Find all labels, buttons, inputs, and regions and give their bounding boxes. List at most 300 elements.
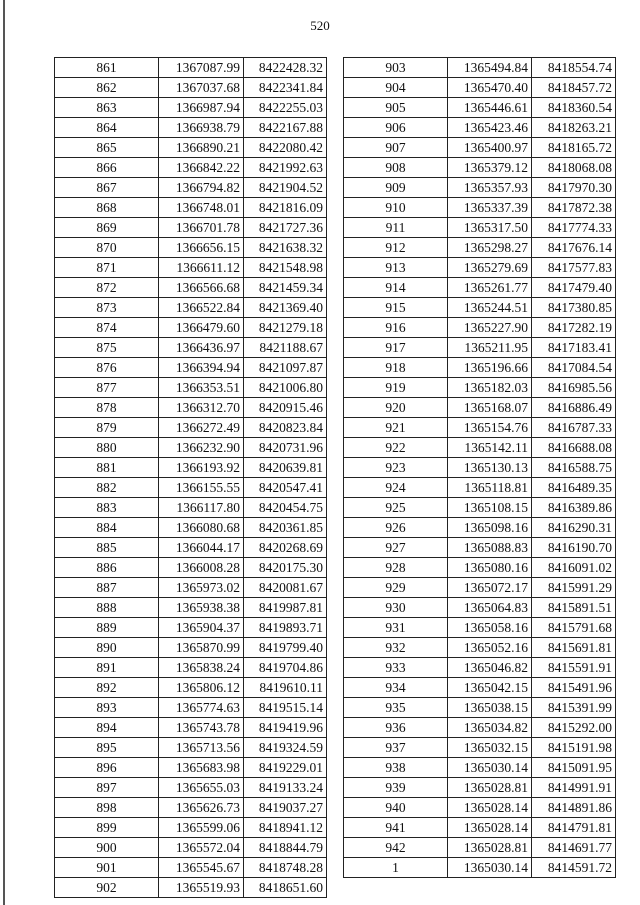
- point-number-cell: 884: [55, 518, 159, 538]
- point-number-cell: 941: [344, 818, 448, 838]
- y-coordinate-cell: 8419133.24: [244, 778, 327, 798]
- x-coordinate-cell: 1365030.14: [448, 858, 532, 878]
- point-number-cell: 896: [55, 758, 159, 778]
- point-number-cell: 908: [344, 158, 448, 178]
- table-row: [344, 818, 616, 838]
- y-coordinate-cell: 8414691.77: [532, 838, 616, 858]
- y-coordinate-cell: 8421097.87: [244, 358, 327, 378]
- table-row: [344, 198, 616, 218]
- table-row: [55, 198, 327, 218]
- point-number-cell: 869: [55, 218, 159, 238]
- y-coordinate-cell: 8419610.11: [244, 678, 327, 698]
- x-coordinate-cell: 1365337.39: [448, 198, 532, 218]
- table-row: [344, 638, 616, 658]
- x-coordinate-cell: 1366312.70: [159, 398, 244, 418]
- y-coordinate-cell: 8420081.67: [244, 578, 327, 598]
- y-coordinate-cell: 8421279.18: [244, 318, 327, 338]
- y-coordinate-cell: 8421548.98: [244, 258, 327, 278]
- x-coordinate-cell: 1365838.24: [159, 658, 244, 678]
- x-coordinate-cell: 1365713.56: [159, 738, 244, 758]
- x-coordinate-cell: 1366080.68: [159, 518, 244, 538]
- point-number-cell: 888: [55, 598, 159, 618]
- table-row: [55, 758, 327, 778]
- y-coordinate-cell: 8418651.60: [244, 878, 327, 898]
- table-row: [344, 358, 616, 378]
- y-coordinate-cell: 8418554.74: [532, 58, 616, 78]
- y-coordinate-cell: 8415591.91: [532, 658, 616, 678]
- page-left-edge-line: [3, 0, 5, 905]
- table-row: [55, 578, 327, 598]
- y-coordinate-cell: 8421459.34: [244, 278, 327, 298]
- x-coordinate-cell: 1365108.15: [448, 498, 532, 518]
- point-number-cell: 880: [55, 438, 159, 458]
- point-number-cell: 900: [55, 838, 159, 858]
- y-coordinate-cell: 8418068.08: [532, 158, 616, 178]
- point-number-cell: 933: [344, 658, 448, 678]
- point-number-cell: 931: [344, 618, 448, 638]
- table-row: [55, 858, 327, 878]
- y-coordinate-cell: 8415191.98: [532, 738, 616, 758]
- table-row: [55, 518, 327, 538]
- point-number-cell: 891: [55, 658, 159, 678]
- table-row: [55, 318, 327, 338]
- x-coordinate-cell: 1365743.78: [159, 718, 244, 738]
- coordinates-table-left-body: [55, 58, 327, 898]
- point-number-cell: 921: [344, 418, 448, 438]
- y-coordinate-cell: 8417479.40: [532, 278, 616, 298]
- y-coordinate-cell: 8422341.84: [244, 78, 327, 98]
- y-coordinate-cell: 8419324.59: [244, 738, 327, 758]
- x-coordinate-cell: 1366155.55: [159, 478, 244, 498]
- coordinates-table-right-body: [344, 58, 616, 878]
- x-coordinate-cell: 1365870.99: [159, 638, 244, 658]
- table-row: [55, 778, 327, 798]
- x-coordinate-cell: 1365400.97: [448, 138, 532, 158]
- x-coordinate-cell: 1365904.37: [159, 618, 244, 638]
- point-number-cell: 939: [344, 778, 448, 798]
- x-coordinate-cell: 1366117.80: [159, 498, 244, 518]
- point-number-cell: 905: [344, 98, 448, 118]
- table-row: [55, 398, 327, 418]
- y-coordinate-cell: 8419799.40: [244, 638, 327, 658]
- y-coordinate-cell: 8416489.35: [532, 478, 616, 498]
- table-row: [55, 638, 327, 658]
- y-coordinate-cell: 8415991.29: [532, 578, 616, 598]
- table-row: [55, 678, 327, 698]
- table-row: [344, 658, 616, 678]
- point-number-cell: 898: [55, 798, 159, 818]
- y-coordinate-cell: 8417970.30: [532, 178, 616, 198]
- x-coordinate-cell: 1366938.79: [159, 118, 244, 138]
- point-number-cell: 907: [344, 138, 448, 158]
- point-number-cell: 874: [55, 318, 159, 338]
- point-number-cell: 920: [344, 398, 448, 418]
- table-row: [344, 538, 616, 558]
- x-coordinate-cell: 1365519.93: [159, 878, 244, 898]
- point-number-cell: 887: [55, 578, 159, 598]
- point-number-cell: 889: [55, 618, 159, 638]
- table-row: [344, 698, 616, 718]
- point-number-cell: 867: [55, 178, 159, 198]
- point-number-cell: 904: [344, 78, 448, 98]
- table-row: [344, 778, 616, 798]
- y-coordinate-cell: 8416886.49: [532, 398, 616, 418]
- table-row: [344, 338, 616, 358]
- x-coordinate-cell: 1365494.84: [448, 58, 532, 78]
- point-number-cell: 942: [344, 838, 448, 858]
- table-row: [344, 218, 616, 238]
- x-coordinate-cell: 1366842.22: [159, 158, 244, 178]
- y-coordinate-cell: 8417084.54: [532, 358, 616, 378]
- y-coordinate-cell: 8422255.03: [244, 98, 327, 118]
- x-coordinate-cell: 1366232.90: [159, 438, 244, 458]
- x-coordinate-cell: 1365298.27: [448, 238, 532, 258]
- point-number-cell: 902: [55, 878, 159, 898]
- table-row: [55, 438, 327, 458]
- x-coordinate-cell: 1365032.15: [448, 738, 532, 758]
- point-number-cell: 872: [55, 278, 159, 298]
- point-number-cell: 935: [344, 698, 448, 718]
- y-coordinate-cell: 8419515.14: [244, 698, 327, 718]
- y-coordinate-cell: 8421992.63: [244, 158, 327, 178]
- point-number-cell: 910: [344, 198, 448, 218]
- point-number-cell: 1: [344, 858, 448, 878]
- point-number-cell: 886: [55, 558, 159, 578]
- x-coordinate-cell: 1365028.14: [448, 818, 532, 838]
- y-coordinate-cell: 8421369.40: [244, 298, 327, 318]
- y-coordinate-cell: 8414891.86: [532, 798, 616, 818]
- x-coordinate-cell: 1366008.28: [159, 558, 244, 578]
- y-coordinate-cell: 8422167.88: [244, 118, 327, 138]
- y-coordinate-cell: 8414591.72: [532, 858, 616, 878]
- table-row: [55, 298, 327, 318]
- y-coordinate-cell: 8417282.19: [532, 318, 616, 338]
- table-row: [55, 458, 327, 478]
- point-number-cell: 861: [55, 58, 159, 78]
- x-coordinate-cell: 1365142.11: [448, 438, 532, 458]
- point-number-cell: 893: [55, 698, 159, 718]
- table-row: [55, 838, 327, 858]
- point-number-cell: 875: [55, 338, 159, 358]
- point-number-cell: 901: [55, 858, 159, 878]
- y-coordinate-cell: 8421006.80: [244, 378, 327, 398]
- point-number-cell: 940: [344, 798, 448, 818]
- table-row: [344, 478, 616, 498]
- point-number-cell: 865: [55, 138, 159, 158]
- point-number-cell: 928: [344, 558, 448, 578]
- table-row: [55, 818, 327, 838]
- point-number-cell: 870: [55, 238, 159, 258]
- x-coordinate-cell: 1365379.12: [448, 158, 532, 178]
- table-row: [344, 418, 616, 438]
- x-coordinate-cell: 1366193.92: [159, 458, 244, 478]
- table-row: [344, 438, 616, 458]
- y-coordinate-cell: 8420915.46: [244, 398, 327, 418]
- table-row: [55, 58, 327, 78]
- point-number-cell: 923: [344, 458, 448, 478]
- x-coordinate-cell: 1366479.60: [159, 318, 244, 338]
- point-number-cell: 892: [55, 678, 159, 698]
- y-coordinate-cell: 8418748.28: [244, 858, 327, 878]
- y-coordinate-cell: 8419419.96: [244, 718, 327, 738]
- x-coordinate-cell: 1365072.17: [448, 578, 532, 598]
- x-coordinate-cell: 1366890.21: [159, 138, 244, 158]
- x-coordinate-cell: 1365118.81: [448, 478, 532, 498]
- y-coordinate-cell: 8418360.54: [532, 98, 616, 118]
- table-row: [55, 478, 327, 498]
- point-number-cell: 866: [55, 158, 159, 178]
- table-row: [344, 518, 616, 538]
- point-number-cell: 912: [344, 238, 448, 258]
- x-coordinate-cell: 1365655.03: [159, 778, 244, 798]
- x-coordinate-cell: 1365774.63: [159, 698, 244, 718]
- point-number-cell: 864: [55, 118, 159, 138]
- point-number-cell: 909: [344, 178, 448, 198]
- table-row: [344, 458, 616, 478]
- point-number-cell: 938: [344, 758, 448, 778]
- point-number-cell: 922: [344, 438, 448, 458]
- point-number-cell: 868: [55, 198, 159, 218]
- table-row: [344, 378, 616, 398]
- point-number-cell: 934: [344, 678, 448, 698]
- x-coordinate-cell: 1365470.40: [448, 78, 532, 98]
- x-coordinate-cell: 1365317.50: [448, 218, 532, 238]
- point-number-cell: 936: [344, 718, 448, 738]
- table-row: [55, 598, 327, 618]
- y-coordinate-cell: 8419987.81: [244, 598, 327, 618]
- x-coordinate-cell: 1365034.82: [448, 718, 532, 738]
- point-number-cell: 894: [55, 718, 159, 738]
- y-coordinate-cell: 8419893.71: [244, 618, 327, 638]
- point-number-cell: 879: [55, 418, 159, 438]
- point-number-cell: 927: [344, 538, 448, 558]
- x-coordinate-cell: 1365973.02: [159, 578, 244, 598]
- x-coordinate-cell: 1366566.68: [159, 278, 244, 298]
- table-row: [55, 78, 327, 98]
- x-coordinate-cell: 1365572.04: [159, 838, 244, 858]
- y-coordinate-cell: 8420268.69: [244, 538, 327, 558]
- point-number-cell: 925: [344, 498, 448, 518]
- table-row: [344, 758, 616, 778]
- x-coordinate-cell: 1366353.51: [159, 378, 244, 398]
- x-coordinate-cell: 1365088.83: [448, 538, 532, 558]
- x-coordinate-cell: 1365058.16: [448, 618, 532, 638]
- table-row: [55, 878, 327, 898]
- x-coordinate-cell: 1365938.38: [159, 598, 244, 618]
- table-row: [55, 558, 327, 578]
- x-coordinate-cell: 1366394.94: [159, 358, 244, 378]
- table-row: [55, 418, 327, 438]
- table-row: [55, 378, 327, 398]
- point-number-cell: 932: [344, 638, 448, 658]
- y-coordinate-cell: 8420731.96: [244, 438, 327, 458]
- y-coordinate-cell: 8417676.14: [532, 238, 616, 258]
- point-number-cell: 878: [55, 398, 159, 418]
- table-row: [55, 158, 327, 178]
- x-coordinate-cell: 1365279.69: [448, 258, 532, 278]
- point-number-cell: 871: [55, 258, 159, 278]
- table-row: [344, 838, 616, 858]
- y-coordinate-cell: 8417872.38: [532, 198, 616, 218]
- point-number-cell: 881: [55, 458, 159, 478]
- y-coordinate-cell: 8419229.01: [244, 758, 327, 778]
- point-number-cell: 862: [55, 78, 159, 98]
- x-coordinate-cell: 1365261.77: [448, 278, 532, 298]
- point-number-cell: 882: [55, 478, 159, 498]
- table-row: [55, 258, 327, 278]
- y-coordinate-cell: 8421188.67: [244, 338, 327, 358]
- x-coordinate-cell: 1366436.97: [159, 338, 244, 358]
- point-number-cell: 873: [55, 298, 159, 318]
- table-row: [344, 78, 616, 98]
- point-number-cell: 911: [344, 218, 448, 238]
- y-coordinate-cell: 8422080.42: [244, 138, 327, 158]
- x-coordinate-cell: 1365064.83: [448, 598, 532, 618]
- y-coordinate-cell: 8420547.41: [244, 478, 327, 498]
- table-row: [344, 58, 616, 78]
- table-row: [55, 798, 327, 818]
- table-row: [344, 238, 616, 258]
- x-coordinate-cell: 1365227.90: [448, 318, 532, 338]
- y-coordinate-cell: 8421638.32: [244, 238, 327, 258]
- y-coordinate-cell: 8415891.51: [532, 598, 616, 618]
- x-coordinate-cell: 1366272.49: [159, 418, 244, 438]
- x-coordinate-cell: 1365098.16: [448, 518, 532, 538]
- table-row: [344, 318, 616, 338]
- table-row: [344, 618, 616, 638]
- table-row: [344, 258, 616, 278]
- point-number-cell: 883: [55, 498, 159, 518]
- y-coordinate-cell: 8421816.09: [244, 198, 327, 218]
- table-row: [344, 178, 616, 198]
- x-coordinate-cell: 1365182.03: [448, 378, 532, 398]
- y-coordinate-cell: 8420361.85: [244, 518, 327, 538]
- x-coordinate-cell: 1365130.13: [448, 458, 532, 478]
- table-row: [344, 678, 616, 698]
- table-row: [344, 738, 616, 758]
- x-coordinate-cell: 1365196.66: [448, 358, 532, 378]
- table-row: [55, 338, 327, 358]
- y-coordinate-cell: 8416985.56: [532, 378, 616, 398]
- x-coordinate-cell: 1365080.16: [448, 558, 532, 578]
- y-coordinate-cell: 8420823.84: [244, 418, 327, 438]
- x-coordinate-cell: 1365028.14: [448, 798, 532, 818]
- table-row: [344, 858, 616, 878]
- y-coordinate-cell: 8416190.70: [532, 538, 616, 558]
- x-coordinate-cell: 1365806.12: [159, 678, 244, 698]
- x-coordinate-cell: 1366522.84: [159, 298, 244, 318]
- y-coordinate-cell: 8422428.32: [244, 58, 327, 78]
- y-coordinate-cell: 8417774.33: [532, 218, 616, 238]
- y-coordinate-cell: 8415691.81: [532, 638, 616, 658]
- point-number-cell: 919: [344, 378, 448, 398]
- y-coordinate-cell: 8417577.83: [532, 258, 616, 278]
- table-row: [55, 98, 327, 118]
- point-number-cell: 916: [344, 318, 448, 338]
- point-number-cell: 918: [344, 358, 448, 378]
- table-row: [55, 498, 327, 518]
- table-row: [55, 238, 327, 258]
- point-number-cell: 877: [55, 378, 159, 398]
- y-coordinate-cell: 8418263.21: [532, 118, 616, 138]
- table-row: [55, 358, 327, 378]
- x-coordinate-cell: 1365683.98: [159, 758, 244, 778]
- x-coordinate-cell: 1365046.82: [448, 658, 532, 678]
- point-number-cell: 863: [55, 98, 159, 118]
- y-coordinate-cell: 8419704.86: [244, 658, 327, 678]
- table-row: [344, 598, 616, 618]
- y-coordinate-cell: 8415491.96: [532, 678, 616, 698]
- y-coordinate-cell: 8418941.12: [244, 818, 327, 838]
- coordinates-table-right: [343, 57, 616, 878]
- x-coordinate-cell: 1365626.73: [159, 798, 244, 818]
- x-coordinate-cell: 1365030.14: [448, 758, 532, 778]
- x-coordinate-cell: 1365423.46: [448, 118, 532, 138]
- x-coordinate-cell: 1365357.93: [448, 178, 532, 198]
- table-row: [344, 498, 616, 518]
- point-number-cell: 914: [344, 278, 448, 298]
- y-coordinate-cell: 8416787.33: [532, 418, 616, 438]
- y-coordinate-cell: 8421904.52: [244, 178, 327, 198]
- y-coordinate-cell: 8420175.30: [244, 558, 327, 578]
- point-number-cell: 926: [344, 518, 448, 538]
- table-row: [55, 538, 327, 558]
- x-coordinate-cell: 1365446.61: [448, 98, 532, 118]
- y-coordinate-cell: 8418457.72: [532, 78, 616, 98]
- table-row: [344, 138, 616, 158]
- y-coordinate-cell: 8416389.86: [532, 498, 616, 518]
- y-coordinate-cell: 8416290.31: [532, 518, 616, 538]
- y-coordinate-cell: 8414791.81: [532, 818, 616, 838]
- x-coordinate-cell: 1365028.81: [448, 838, 532, 858]
- point-number-cell: 917: [344, 338, 448, 358]
- table-row: [344, 278, 616, 298]
- coordinates-table-left: [54, 57, 327, 898]
- table-row: [344, 718, 616, 738]
- table-row: [55, 178, 327, 198]
- point-number-cell: 913: [344, 258, 448, 278]
- point-number-cell: 885: [55, 538, 159, 558]
- y-coordinate-cell: 8416588.75: [532, 458, 616, 478]
- table-row: [344, 558, 616, 578]
- y-coordinate-cell: 8417380.85: [532, 298, 616, 318]
- x-coordinate-cell: 1366611.12: [159, 258, 244, 278]
- x-coordinate-cell: 1366701.78: [159, 218, 244, 238]
- y-coordinate-cell: 8418844.79: [244, 838, 327, 858]
- y-coordinate-cell: 8418165.72: [532, 138, 616, 158]
- y-coordinate-cell: 8415091.95: [532, 758, 616, 778]
- table-row: [55, 138, 327, 158]
- y-coordinate-cell: 8417183.41: [532, 338, 616, 358]
- point-number-cell: 924: [344, 478, 448, 498]
- table-row: [55, 278, 327, 298]
- table-row: [55, 658, 327, 678]
- point-number-cell: 903: [344, 58, 448, 78]
- table-row: [55, 718, 327, 738]
- table-row: [344, 398, 616, 418]
- table-row: [344, 798, 616, 818]
- point-number-cell: 930: [344, 598, 448, 618]
- table-row: [55, 118, 327, 138]
- x-coordinate-cell: 1365211.95: [448, 338, 532, 358]
- x-coordinate-cell: 1365028.81: [448, 778, 532, 798]
- y-coordinate-cell: 8415791.68: [532, 618, 616, 638]
- x-coordinate-cell: 1365599.06: [159, 818, 244, 838]
- page-number: 520: [310, 18, 330, 33]
- table-row: [55, 618, 327, 638]
- table-row: [55, 218, 327, 238]
- point-number-cell: 895: [55, 738, 159, 758]
